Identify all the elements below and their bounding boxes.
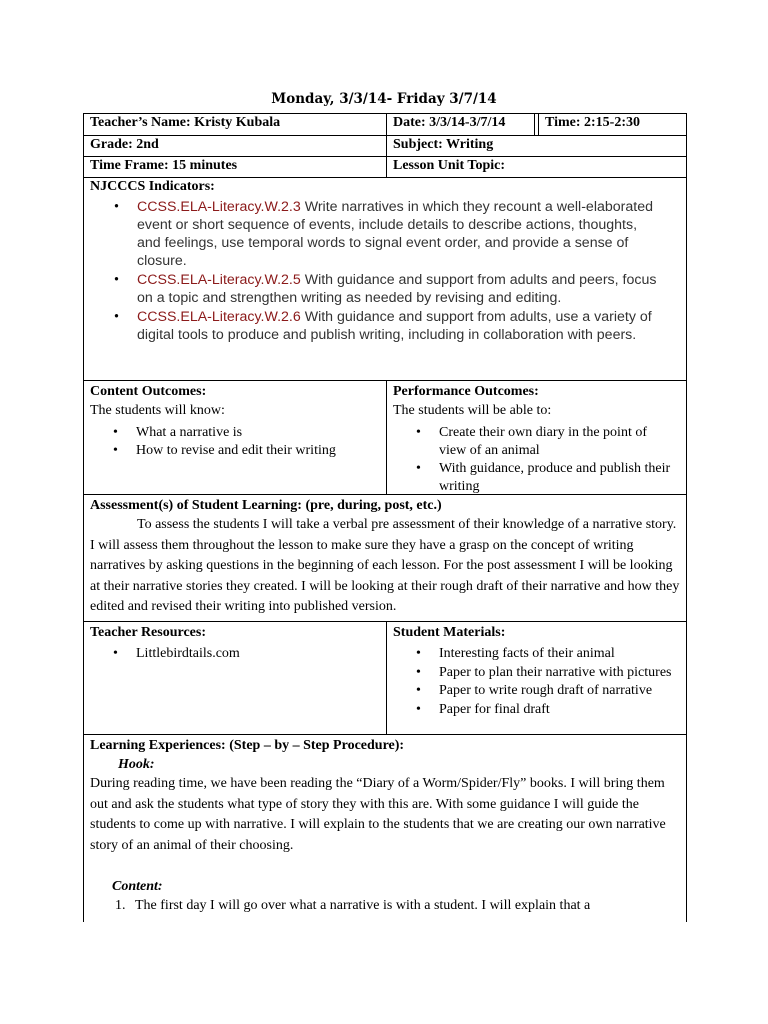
list-item: • CCSS.ELA-Literacy.W.2.3 Write narratives in which they recount a well-elaborated event or short sequence of events, include details to describe actions, thoughts, and feelings, use temporal words to signal event order, and provide a sense of closure. [114, 199, 653, 269]
content-outcomes [84, 381, 386, 494]
time-frame: Time Frame: 15 minutes [90, 158, 238, 173]
lesson-time: Time: 2:15-2:30 [538, 114, 686, 135]
assessment-heading: Assessment(s) of Student Learning: (pre, during, post, etc.) [90, 498, 442, 513]
list-item: • What a narrative is [113, 425, 243, 440]
unit-topic: Lesson Unit Topic: [386, 157, 686, 177]
teacher-name: Teacher’s Name: Kristy Kubala [90, 115, 281, 130]
performance-outcomes-heading: Performance Outcomes: [393, 384, 539, 399]
standard-text: With guidance and support from adults, use a variety of digital tools to produce and publish writing, including in collaboration with peers. [137, 309, 652, 343]
student-materials-heading: Student Materials: [393, 625, 506, 640]
list-item: • Littlebirdtails.com [113, 646, 240, 661]
list-item: • Paper to write rough draft of narrative [416, 683, 653, 698]
standard-code: CCSS.ELA-Literacy.W.2.3 [137, 199, 301, 215]
content-outcomes-heading: Content Outcomes: [90, 384, 207, 399]
standard-text: Write narratives in which they recount a well-elaborated event or short sequence of events, include details to describe actions, thoughts, and feelings, use temporal words to signal event order, and provide a sense of closure. [137, 199, 653, 269]
standard-code: CCSS.ELA-Literacy.W.2.5 [137, 272, 301, 288]
standard-text: With guidance and support from adults and peers, focus on a topic and strengthen writing as needed by revising and editing. [137, 272, 657, 306]
subject: Subject: Writing [386, 136, 686, 156]
list-item: • Interesting facts of their animal [416, 646, 615, 661]
hook-label: Hook: [118, 757, 155, 772]
procedure-step [115, 896, 680, 916]
hook-body: During reading time, we have been reading the “Diary of a Worm/Spider/Fly” books. I will bring them out and ask the students what type of story they with this are. With some guidance I will guide the students to come up with narrative. I will explain to the students that we are creating our own narrative story of an animal of their choosing. [90, 776, 666, 853]
list-item: • CCSS.ELA-Literacy.W.2.6 With guidance and support from adults, use a variety of digital tools to produce and publish writing, including in collaboration with peers. [114, 309, 652, 343]
indicators-list [114, 198, 657, 344]
indicators-heading: NJCCCS Indicators: [90, 179, 215, 194]
learning-section [84, 735, 686, 922]
student-materials-list [416, 645, 677, 719]
list-item: • With guidance, produce and publish their writing [416, 461, 671, 494]
performance-outcomes-list [416, 424, 677, 496]
learning-heading: Learning Experiences: (Step – by – Step Procedure): [90, 738, 405, 753]
indicators-section [84, 178, 686, 381]
content-outcomes-intro: The students will know: [90, 403, 225, 418]
info-row-3 [84, 157, 686, 178]
teacher-resources-heading: Teacher Resources: [90, 625, 206, 640]
assessment-body: To assess the students I will take a verbal pre assessment of their knowledge of a narrative story. I will assess them throughout the lesson to make sure they have a grasp on the concept of writing narratives by asking questions in the beginning of each lesson. For the post assessment I will be looking at their narrative stories they created. I will be looking at their rough draft of their narrative and how they edited and revised their writing into published version. [90, 517, 680, 615]
list-item: • CCSS.ELA-Literacy.W.2.5 With guidance and support from adults and peers, focus on a topic and strengthen writing as needed by revising and editing. [114, 272, 657, 306]
step-number: 1. [115, 898, 126, 914]
list-item: • Create their own diary in the point of view of an animal [416, 425, 647, 458]
student-materials [386, 622, 686, 734]
resources-row [84, 622, 686, 735]
standard-code: CCSS.ELA-Literacy.W.2.6 [137, 309, 301, 325]
step-text: The first day I will go over what a narrative is with a student. I will explain that a [135, 898, 591, 914]
info-row-2 [84, 136, 686, 157]
teacher-resources-list [113, 645, 380, 663]
grade: Grade: 2nd [90, 137, 159, 152]
content-label: Content: [112, 879, 163, 895]
list-item: • Paper to plan their narrative with pictures [416, 664, 672, 680]
content-outcomes-list [113, 424, 380, 460]
assessment-section [84, 495, 686, 622]
performance-outcomes-intro: The students will be able to: [393, 403, 552, 418]
page-title: Monday, 3/3/14- Friday 3/7/14 [271, 91, 497, 107]
info-row-1 [84, 114, 686, 136]
performance-outcomes [386, 381, 686, 494]
lesson-date: Date: 3/3/14-3/7/14 [386, 114, 534, 135]
teacher-resources [84, 622, 386, 734]
outcomes-row [84, 381, 686, 495]
list-item: • Paper for final draft [416, 701, 550, 717]
lesson-plan-table [83, 113, 687, 922]
list-item: • How to revise and edit their writing [113, 443, 336, 458]
